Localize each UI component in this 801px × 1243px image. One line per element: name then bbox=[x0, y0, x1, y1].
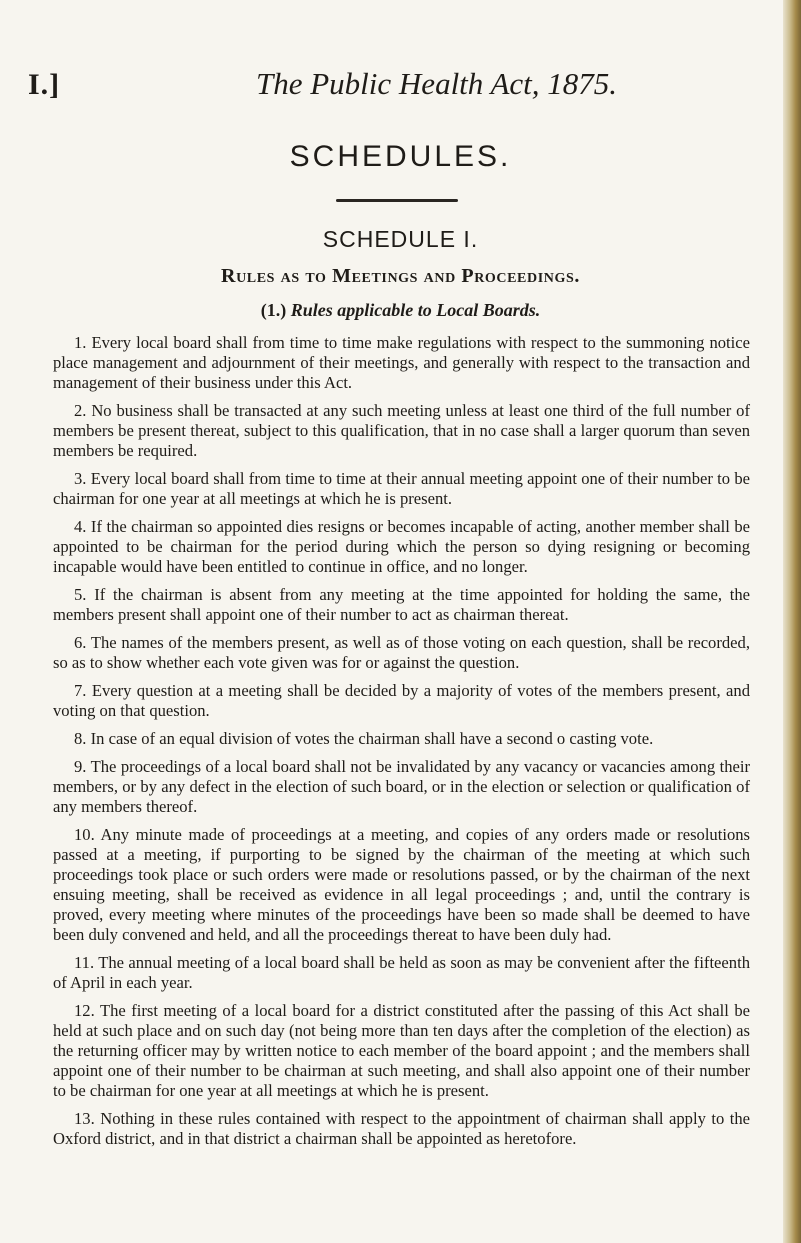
rule-text: If the chairman so appointed dies resigns or becomes incapable of acting, another member shall be appointed to be chairman for the period during which the person so dying resigning or becoming incapable would have been entitled to continue in office, and no longer. bbox=[53, 517, 750, 576]
rule-number: 5. bbox=[74, 585, 87, 604]
rule-text: The names of the members present, as well as of those voting on each question, shall be recorded, so as to show whether each vote given was for or against the question. bbox=[53, 633, 750, 672]
rule-text: The annual meeting of a local board shall be held as soon as may be convenient after the fifteenth of April in each year. bbox=[53, 953, 750, 992]
rule-paragraph bbox=[53, 729, 750, 749]
rule-text: Nothing in these rules contained with respect to the appointment of chairman shall apply to the Oxford district, and in that district a chairman shall be appointed as heretofore. bbox=[53, 1109, 750, 1148]
rule-paragraph bbox=[53, 953, 750, 993]
schedule-title: SCHEDULE I. bbox=[322, 226, 479, 252]
rule-text: No business shall be transacted at any such meeting unless at least one third of the full number of members be present thereat, subject to this qualification, that in no case shall a larger quorum than seven members be required. bbox=[53, 401, 750, 460]
rule-paragraph bbox=[53, 681, 750, 721]
rule-text: The proceedings of a local board shall not be invalidated by any vacancy or vacancies among their members, or by any defect in the election of such board, or in the election or selection or qualification of any members thereof. bbox=[53, 757, 750, 816]
rule-text: If the chairman is absent from any meeting at the time appointed for holding the same, the members present shall appoint one of their number to act as chairman thereat. bbox=[53, 585, 750, 624]
rule-number: 10. bbox=[74, 825, 95, 844]
rule-paragraph bbox=[53, 757, 750, 817]
book-edge bbox=[783, 0, 801, 1243]
rule-paragraph bbox=[53, 517, 750, 577]
rule-number: 6. bbox=[74, 633, 87, 652]
rule-number: 13. bbox=[74, 1109, 95, 1128]
sub-heading-text: Rules applicable to Local Boards. bbox=[290, 300, 541, 320]
running-header bbox=[28, 66, 768, 116]
rule-number: 2. bbox=[74, 401, 87, 420]
rule-number: 3. bbox=[74, 469, 87, 488]
page-title: SCHEDULES. bbox=[289, 140, 512, 173]
running-title: The Public Health Act, 1875. bbox=[256, 66, 618, 101]
rule-text: Any minute made of proceedings at a meeting, and copies of any orders made or resolutions passed at a meeting, if purporting to be signed by the chairman of the meeting at which such proceedings took place or such orders were made or resolutions passed, or by the chairman of the next ensuing meeting, shall be received as evidence in all legal proceedings ; and, until the contrary is proved, every meeting where minutes of the proceedings have been so made shall be deemed to have been duly convened and held, and all the proceedings thereat to have been duly had. bbox=[53, 825, 751, 944]
rule-text: Every local board shall from time to time make regulations with respect to the summoning notice place management and adjournment of their meetings, and generally with respect to the transaction and management of their business under this Act. bbox=[53, 333, 750, 392]
rule-number: 1. bbox=[74, 333, 87, 352]
title-rule bbox=[336, 199, 458, 202]
page-number: I.] bbox=[28, 68, 61, 101]
rule-number: 11. bbox=[74, 953, 95, 972]
rule-number: 9. bbox=[74, 757, 87, 776]
rule-number: 12. bbox=[74, 1001, 95, 1020]
rules-body bbox=[53, 333, 750, 1157]
rule-paragraph bbox=[53, 825, 750, 945]
sub-heading-number: (1.) bbox=[260, 300, 287, 320]
rule-text: Every question at a meeting shall be decided by a majority of votes of the members present, and voting on that question. bbox=[53, 681, 750, 720]
rule-number: 8. bbox=[74, 729, 87, 748]
rule-paragraph bbox=[53, 585, 750, 625]
rule-text: Every local board shall from time to time at their annual meeting appoint one of their number to be chairman for one year at all meetings at which he is present. bbox=[53, 469, 750, 508]
rule-text: The first meeting of a local board for a district constituted after the passing of this Act shall be held at such place and on such day (not being more than ten days after the completion of the election) as the returning officer may by written notice to each member of the board appoint ; and the members shall appoint one of their number to be chairman at such meeting, and shall also appoint one of their number to be chairman for one year at all meetings at which he is present. bbox=[53, 1001, 750, 1100]
rule-text: In case of an equal division of votes the chairman shall have a second o casting vote. bbox=[90, 729, 654, 748]
rule-paragraph bbox=[53, 1109, 750, 1149]
rule-paragraph bbox=[53, 633, 750, 673]
rule-paragraph bbox=[53, 333, 750, 393]
rule-paragraph bbox=[53, 1001, 750, 1101]
sub-heading bbox=[0, 300, 801, 321]
section-heading: Rules as to Meetings and Proceedings. bbox=[221, 265, 580, 287]
rule-number: 4. bbox=[74, 517, 87, 536]
rule-paragraph bbox=[53, 401, 750, 461]
rule-number: 7. bbox=[74, 681, 87, 700]
rule-paragraph bbox=[53, 469, 750, 509]
